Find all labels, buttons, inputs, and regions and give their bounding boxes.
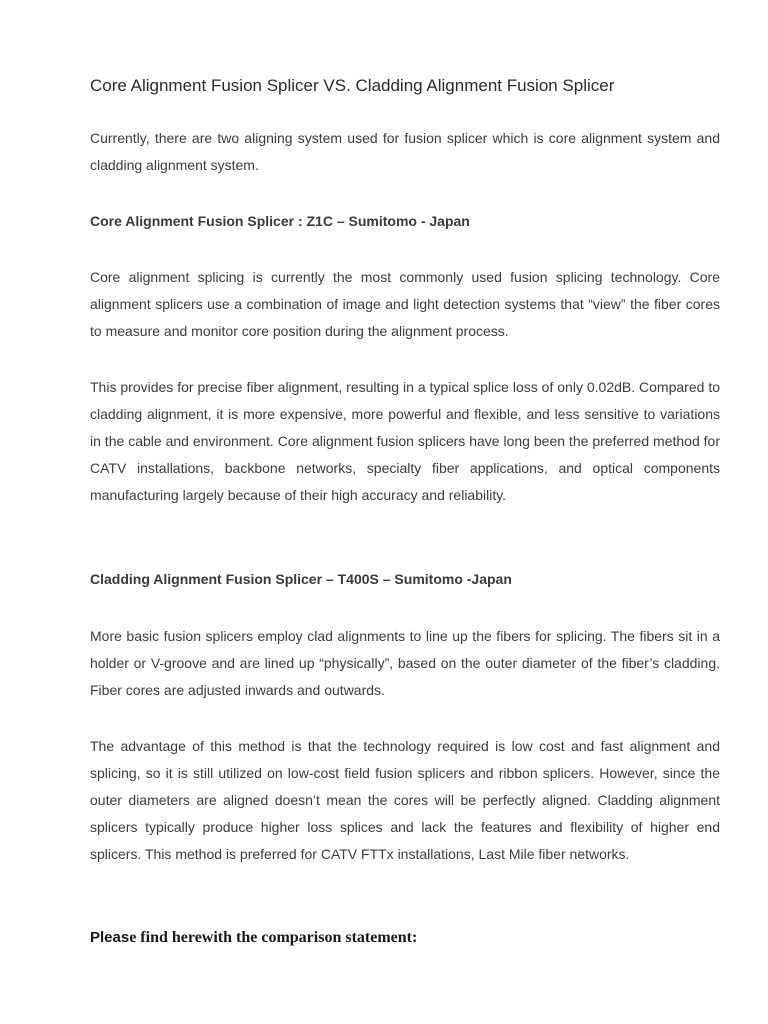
section-heading-core-alignment: Core Alignment Fusion Splicer : Z1C – Sumitomo - Japan (90, 213, 470, 229)
core-alignment-paragraph-1: Core alignment splicing is currently the most commonly used fusion splicing technology. Core alignment splicers use a combination of image and light detection systems that “view” the fiber cores to measure and monitor core position during the alignment process. (90, 269, 720, 339)
cladding-alignment-paragraph-2: The advantage of this method is that the technology required is low cost and fast alignment and splicing, so it is still utilized on low-cost field fusion splicers and ribbon splicers. However, since the outer diameters are aligned doesn’t mean the cores will be perfectly aligned. Cladding alignment splicers typically produce higher loss splices and lack the features and flexibility of higher end splicers. This method is preferred for CATV FTTx installations, Last Mile fiber networks. (90, 738, 720, 862)
comparison-statement-text: e find herewith the comparison statement: (129, 929, 418, 946)
comparison-statement-prefix: Pleas (90, 929, 130, 946)
section-heading-cladding-alignment: Cladding Alignment Fusion Splicer – T400S – Sumitomo -Japan (90, 571, 512, 587)
document-title: Core Alignment Fusion Splicer VS. Cladding Alignment Fusion Splicer (90, 76, 615, 95)
cladding-alignment-paragraph-1: More basic fusion splicers employ clad alignments to line up the fibers for splicing. The fibers sit in a holder or V-groove and are lined up “physically”, based on the outer diameter of the fiber’s cladding. Fiber cores are adjusted inwards and outwards. (90, 628, 720, 698)
intro-paragraph: Currently, there are two aligning system used for fusion splicer which is core alignment system and cladding alignment system. (90, 130, 720, 173)
comparison-statement-line (90, 925, 417, 951)
core-alignment-paragraph-2: This provides for precise fiber alignment, resulting in a typical splice loss of only 0.02dB. Compared to cladding alignment, it is more expensive, more powerful and flexible, and less sensitive to variations in the cable and environment. Core alignment fusion splicers have long been the preferred method for CATV installations, backbone networks, specialty fiber applications, and optical components manufacturing largely because of their high accuracy and reliability. (90, 379, 720, 503)
